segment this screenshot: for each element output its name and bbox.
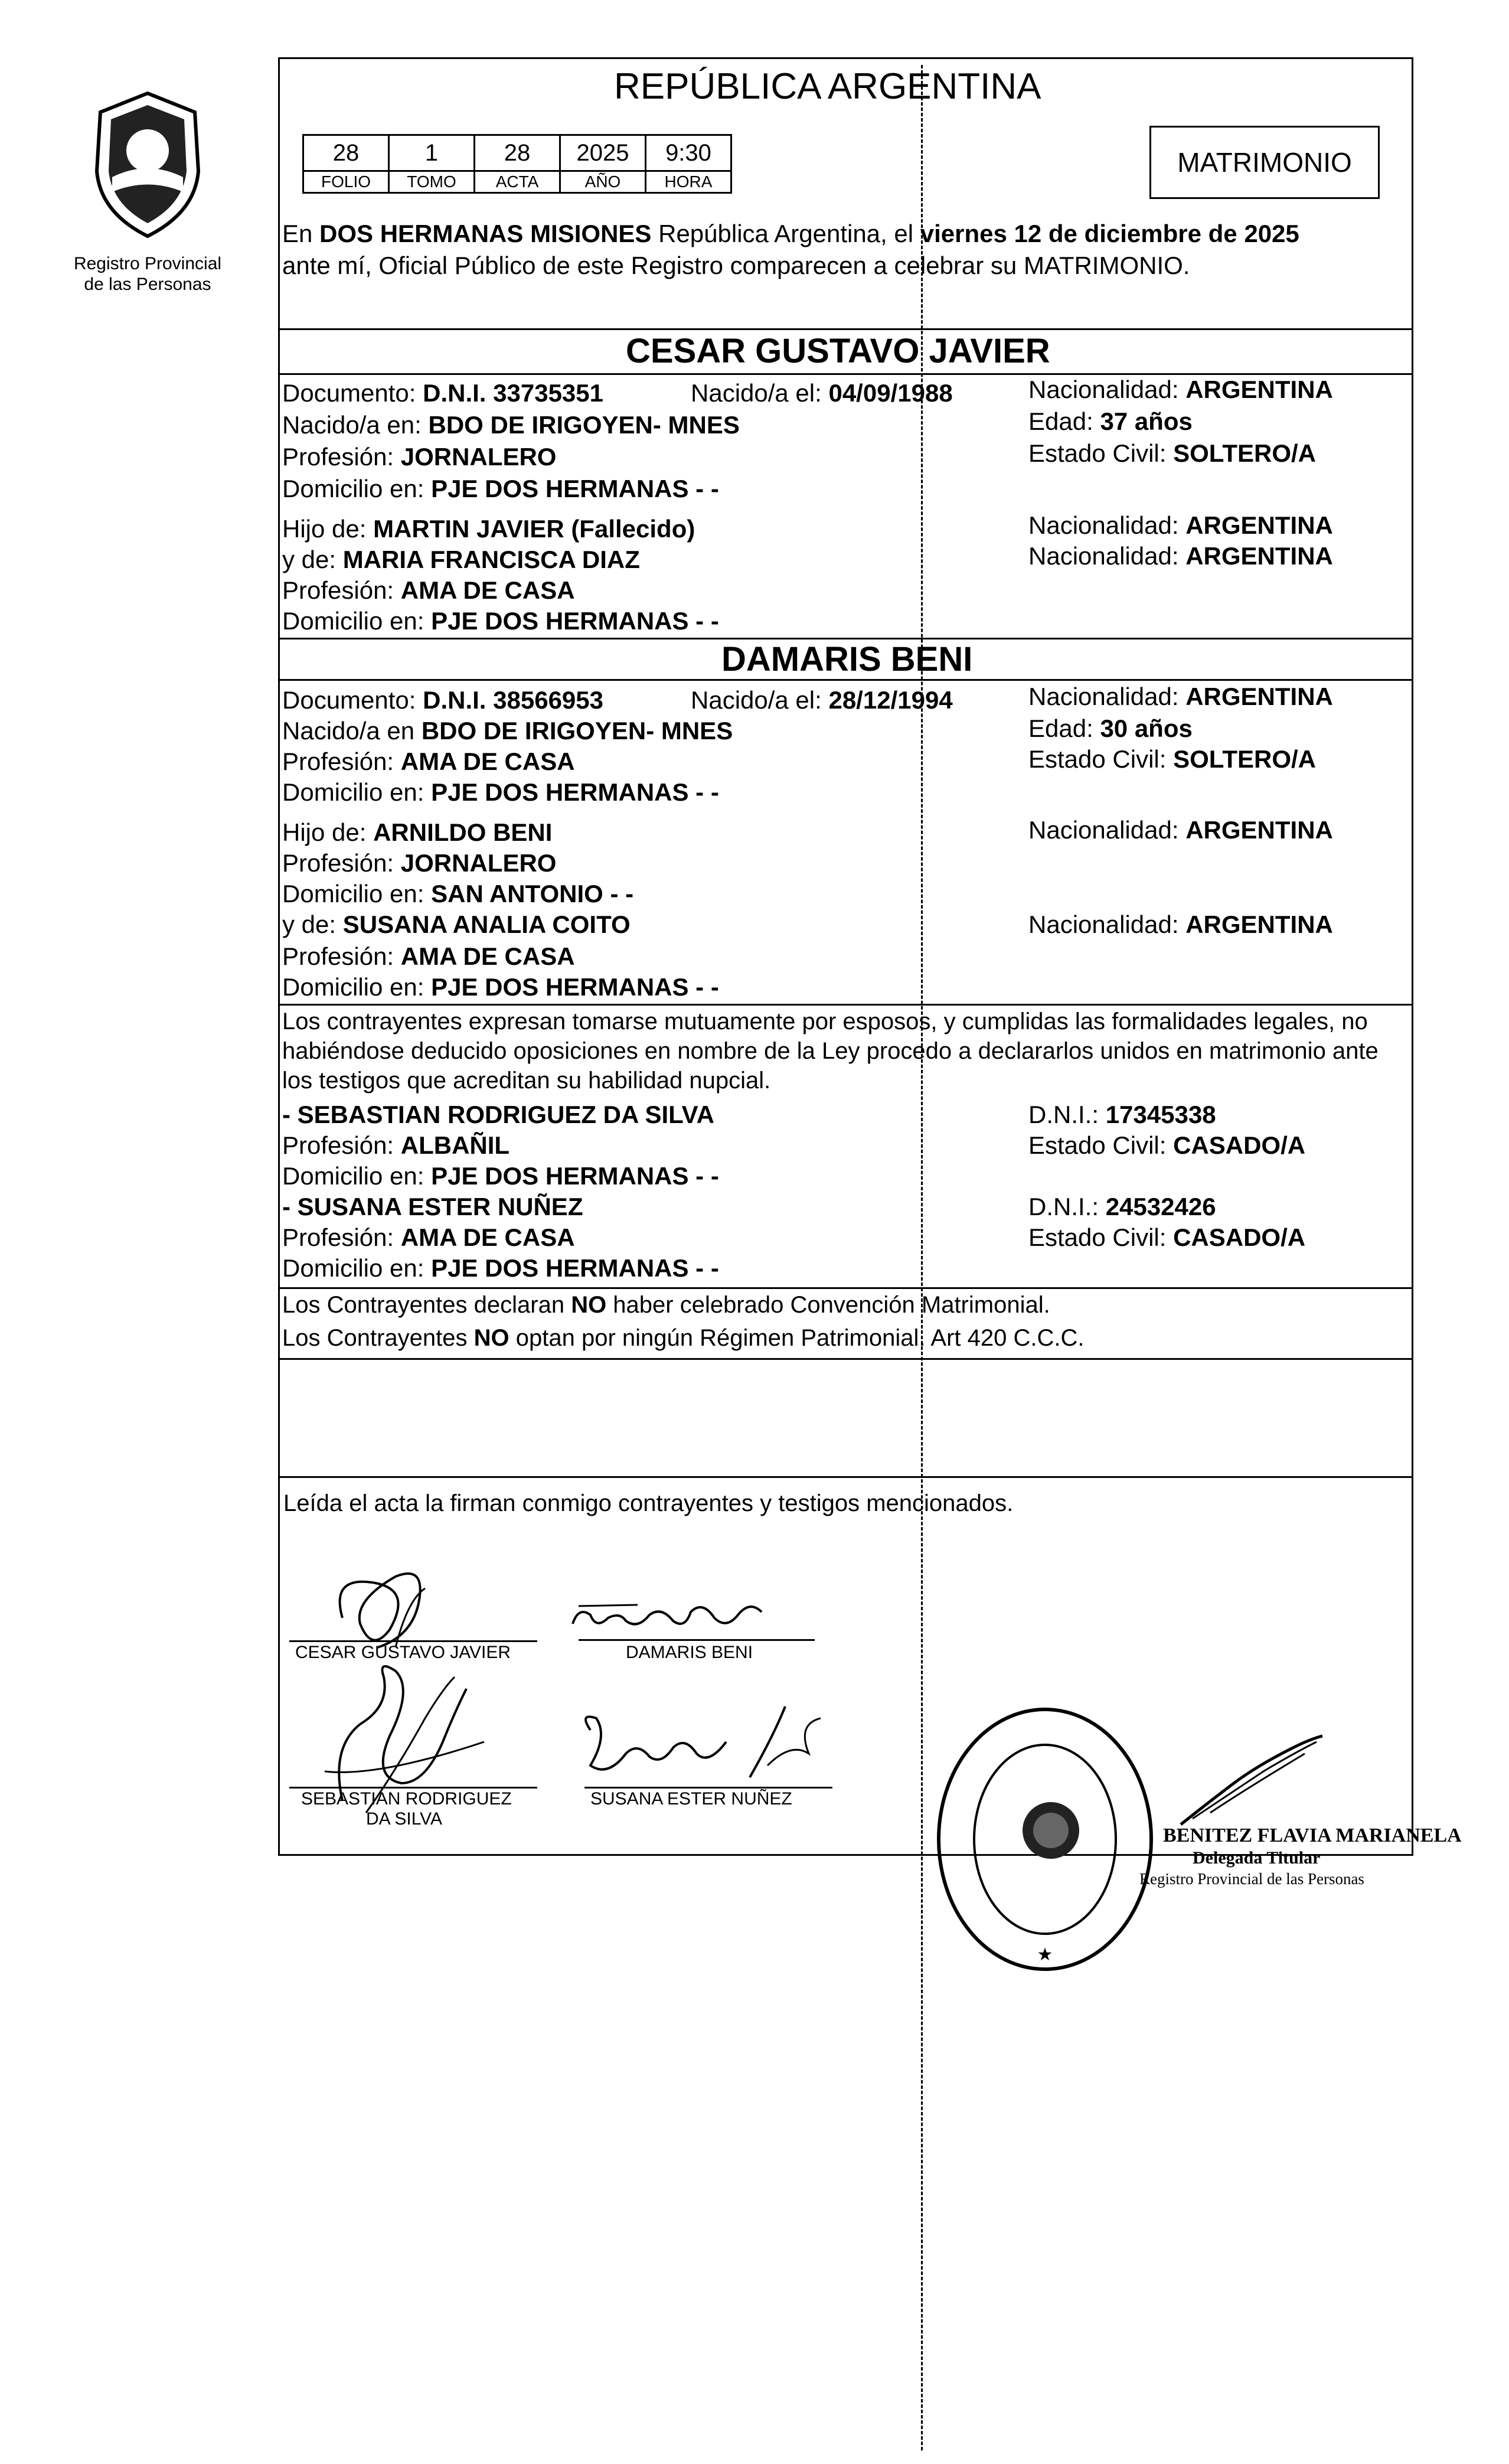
bride-mother: y de: SUSANA ANALIA COITO (282, 910, 631, 938)
groom-birthplace: Nacido/a en: BDO DE IRIGOYEN- MNES (282, 411, 740, 439)
groom-father: Hijo de: MARTIN JAVIER (Fallecido) (282, 515, 695, 543)
witness-1-signature-label-line2: DA SILVA (366, 1809, 442, 1829)
country-title: REPÚBLICA ARGENTINA (614, 66, 1041, 107)
bride-father-address: Domicilio en: SAN ANTONIO - - (282, 880, 634, 908)
witness-2-signature-label: SUSANA ESTER NUÑEZ (590, 1789, 792, 1809)
bride-father-profession: Profesión: JORNALERO (282, 849, 557, 877)
official-signature (1175, 1730, 1328, 1830)
bride-signature (567, 1588, 779, 1641)
groom-civil-status: Estado Civil: SOLTERO/A (1028, 439, 1316, 467)
bride-civil-status: Estado Civil: SOLTERO/A (1028, 745, 1316, 773)
center-fold-line (921, 65, 923, 2450)
closing-statement: Leída el acta la firman conmigo contrayentes y testigos mencionados. (283, 1490, 1014, 1516)
bride-address: Domicilio en: PJE DOS HERMANAS - - (282, 778, 719, 806)
declaration-line-3: los testigos que acreditan su habilidad nupcial. (282, 1068, 771, 1094)
official-role: Delegada Titular (1193, 1848, 1321, 1868)
province-logo (83, 89, 213, 242)
acta-value: 28 (475, 135, 560, 171)
groom-profession: Profesión: JORNALERO (282, 443, 557, 471)
intro-line-1: En DOS HERMANAS MISIONES República Argentina, el viernes 12 de diciembre de 2025 (282, 220, 1299, 247)
anio-label: AÑO (560, 171, 646, 193)
groom-document: Documento: D.N.I. 33735351 (282, 379, 603, 407)
groom-signature-label: CESAR GUSTAVO JAVIER (295, 1643, 511, 1662)
registry-name-line2: de las Personas (84, 275, 211, 294)
acta-label: ACTA (475, 171, 560, 193)
witness-1-address: Domicilio en: PJE DOS HERMANAS - - (282, 1162, 719, 1190)
anio-value: 2025 (560, 135, 646, 171)
tomo-label: TOMO (389, 171, 475, 193)
folio-label: FOLIO (303, 171, 389, 193)
folio-value: 28 (303, 135, 389, 171)
hora-label: HORA (646, 171, 731, 193)
bride-mother-nationality: Nacionalidad: ARGENTINA (1028, 910, 1333, 938)
witness-1-dni: D.N.I.: 17345338 (1028, 1101, 1216, 1128)
official-org: Registro Provincial de las Personas (1139, 1870, 1364, 1888)
witness-1-name: - SEBASTIAN RODRIGUEZ DA SILVA (282, 1101, 714, 1128)
intro-line-2: ante mí, Oficial Público de este Registro comparecen a celebrar su MATRIMONIO. (282, 252, 1190, 279)
groom-father-nationality: Nacionalidad: ARGENTINA (1028, 511, 1333, 539)
witness-1-signature-label-line1: SEBASTIAN RODRIGUEZ (301, 1789, 512, 1809)
hora-value: 9:30 (646, 135, 731, 171)
bride-document: Documento: D.N.I. 38566953 (282, 686, 603, 714)
witness-2-profession: Profesión: AMA DE CASA (282, 1223, 575, 1251)
witness-2-civil-status: Estado Civil: CASADO/A (1028, 1223, 1306, 1251)
bride-mother-address: Domicilio en: PJE DOS HERMANAS - - (282, 973, 719, 1001)
groom-birthdate: Nacido/a el: 04/09/1988 (691, 379, 953, 407)
registry-name-line1: Registro Provincial (73, 254, 222, 273)
bride-name: DAMARIS BENI (721, 640, 973, 678)
declaration-line-2: habiéndose deducido oposiciones en nombre de la Ley procedo a declararlos unidos en matrimonio ante (282, 1038, 1379, 1064)
groom-address: Domicilio en: PJE DOS HERMANAS - - (282, 475, 719, 502)
witness-1-civil-status: Estado Civil: CASADO/A (1028, 1131, 1306, 1159)
bride-birthdate: Nacido/a el: 28/12/1994 (691, 686, 953, 714)
witness-2-signature (573, 1701, 844, 1789)
convention-line-2: Los Contrayentes NO optan por ningún Régimen Patrimonial. Art 420 C.C.C. (282, 1325, 1085, 1351)
groom-nationality: Nacionalidad: ARGENTINA (1028, 376, 1333, 403)
witness-2-name: - SUSANA ESTER NUÑEZ (282, 1193, 583, 1220)
official-name: BENITEZ FLAVIA MARIANELA (1163, 1825, 1462, 1846)
declaration-line-1: Los contrayentes expresan tomarse mutuamente por esposos, y cumplidas las formalidades legales, no (282, 1009, 1368, 1034)
bride-father: Hijo de: ARNILDO BENI (282, 818, 553, 846)
official-stamp (933, 1701, 1157, 1978)
record-table (302, 134, 732, 194)
convention-line-1: Los Contrayentes declaran NO haber celebrado Convención Matrimonial. (282, 1292, 1050, 1318)
bride-mother-profession: Profesión: AMA DE CASA (282, 942, 575, 970)
act-type-box: MATRIMONIO (1149, 126, 1380, 199)
witness-1-profession: Profesión: ALBAÑIL (282, 1131, 510, 1159)
groom-mother-address: Domicilio en: PJE DOS HERMANAS - - (282, 607, 719, 635)
groom-mother-profession: Profesión: AMA DE CASA (282, 576, 575, 604)
groom-name: CESAR GUSTAVO JAVIER (626, 332, 1050, 370)
witness-2-address: Domicilio en: PJE DOS HERMANAS - - (282, 1254, 719, 1282)
groom-mother: y de: MARIA FRANCISCA DIAZ (282, 546, 640, 573)
svg-text:★: ★ (1037, 1945, 1053, 1964)
bride-nationality: Nacionalidad: ARGENTINA (1028, 683, 1333, 710)
bride-father-nationality: Nacionalidad: ARGENTINA (1028, 816, 1333, 844)
witness-2-dni: D.N.I.: 24532426 (1028, 1193, 1216, 1220)
tomo-value: 1 (389, 135, 475, 171)
bride-birthplace: Nacido/a en BDO DE IRIGOYEN- MNES (282, 717, 733, 745)
groom-age: Edad: 37 años (1028, 407, 1193, 435)
bride-age: Edad: 30 años (1028, 714, 1193, 742)
groom-mother-nationality: Nacionalidad: ARGENTINA (1028, 542, 1333, 570)
bride-profession: Profesión: AMA DE CASA (282, 748, 575, 775)
bride-signature-label: DAMARIS BENI (626, 1643, 753, 1662)
